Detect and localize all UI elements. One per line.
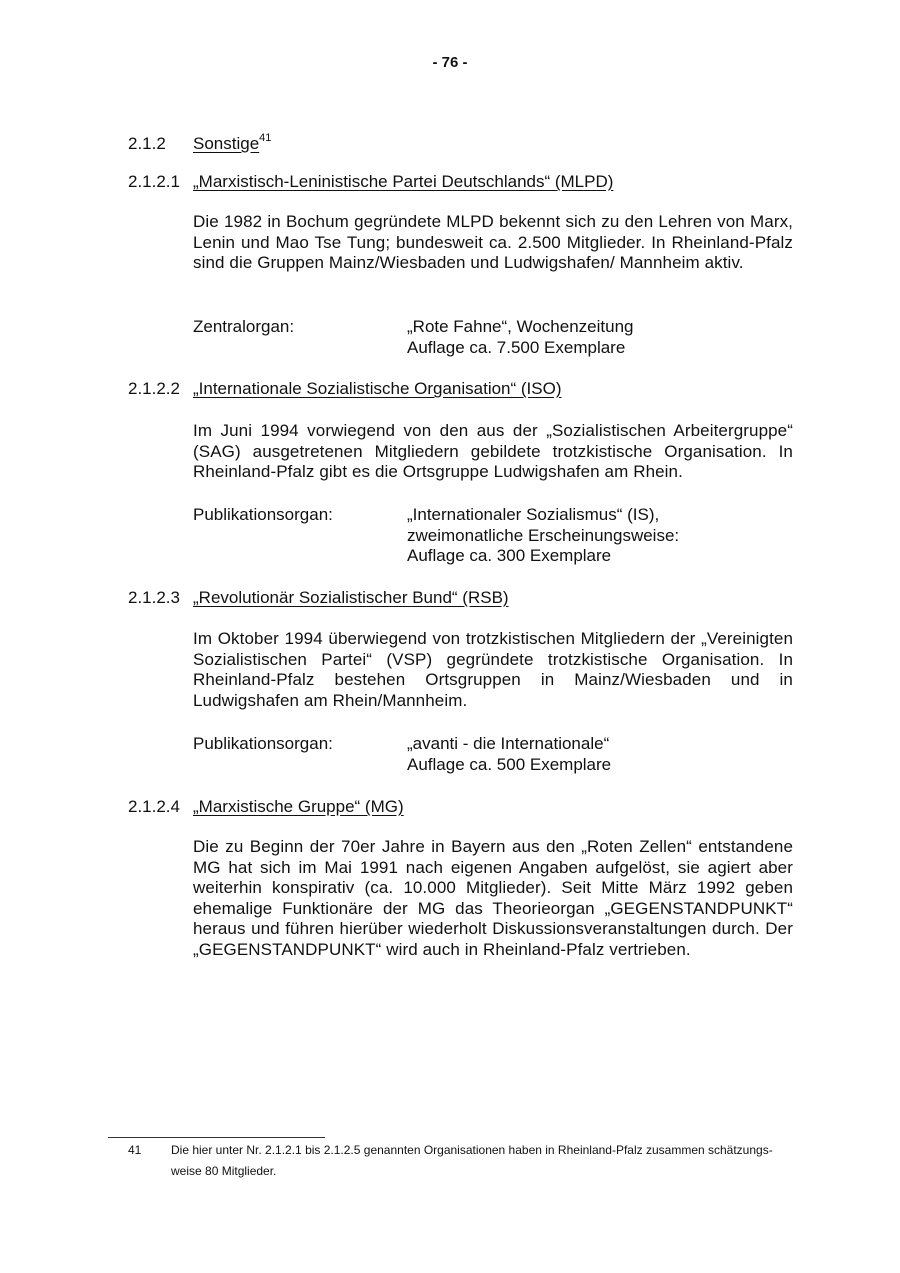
footnote-text: Die hier unter Nr. 2.1.2.1 bis 2.1.2.5 genannten Organisationen haben in Rheinland-Pfalz zusammen schätzungsweise 80 Mitglieder. [171, 1143, 773, 1178]
page-number: - 76 - [432, 54, 468, 71]
footnote-number: 41 [128, 1143, 142, 1157]
publication-line: Auflage ca. 300 Exemplare [407, 546, 612, 566]
publication-line: zweimonatliche Erscheinungsweise: [407, 525, 680, 545]
subsection-heading-mg [128, 796, 404, 818]
subsection-title: „Marxistisch-Leninistische Partei Deutschlands“ (MLPD) [193, 172, 614, 191]
publication-label: Publikationsorgan: [193, 734, 333, 753]
subsection-paragraph-rsb: Im Oktober 1994 überwiegend von trotzkistischen Mitgliedern der „Vereinigten Sozialistischen Partei“ (VSP) gegründete trotzkistische Organisation. In Rheinland-Pfalz bestehen Ortsgruppen in Mainz/Wiesbaden und in Ludwigshafen am Rhein/Mannheim. [193, 629, 793, 710]
subsection-heading-rsb [128, 587, 509, 609]
footnote-divider [108, 1137, 325, 1138]
subsection-number: 2.1.2.4 [128, 797, 180, 816]
publication-line: „Rote Fahne“, Wochenzeitung [407, 317, 634, 336]
section-title: Sonstige [193, 134, 260, 153]
publication-label: Zentralorgan: [193, 317, 295, 336]
subsection-paragraph-mlpd: Die 1982 in Bochum gegründete MLPD bekennt sich zu den Lehren von Marx, Lenin und Mao Tse Tung; bundesweit ca. 2.500 Mitglieder. In Rheinland-Pfalz sind die Gruppen Mainz/Wiesbaden und Ludwigshafen/ Mannheim aktiv. [193, 212, 793, 273]
subsection-heading-iso [128, 378, 562, 400]
subsection-paragraph-mg: Die zu Beginn der 70er Jahre in Bayern aus den „Roten Zellen“ entstandene MG hat sich im Mai 1991 nach eigenen Angaben aufgelöst, sie agiert aber weiterhin konspirativ (ca. 10.000 Mitglieder). Seit Mitte März 1992 geben ehemalige Funktionäre der MG das Theorieorgan „GEGENSTANDPUNKT“ heraus und führen hierüber wiederholt Diskussionsveranstaltungen durch. Der „GEGENSTANDPUNKT“ wird auch in Rheinland-Pfalz vertrieben. [193, 837, 793, 959]
subsection-number: 2.1.2.3 [128, 588, 180, 607]
subsection-paragraph-iso: Im Juni 1994 vorwiegend von den aus der „Sozialistischen Arbeitergruppe“ (SAG) ausgetretenen Mitgliedern gebildete trotzkistische Organisation. In Rheinland-Pfalz gibt es die Ortsgruppe Ludwigshafen am Rhein. [193, 421, 793, 482]
section-number: 2.1.2 [128, 134, 166, 153]
subsection-title: „Marxistische Gruppe“ (MG) [193, 797, 404, 816]
subsection-title: „Internationale Sozialistische Organisation“ (ISO) [193, 379, 562, 398]
subsection-title: „Revolutionär Sozialistischer Bund“ (RSB) [193, 588, 509, 607]
subsection-heading-mlpd [128, 171, 613, 193]
subsection-number: 2.1.2.1 [128, 172, 180, 191]
publication-line: „Internationaler Sozialismus“ (IS), [407, 505, 660, 524]
publication-line: „avanti - die Internationale“ [407, 734, 610, 753]
publication-line: Auflage ca. 7.500 Exemplare [407, 337, 626, 357]
footnote-ref[interactable]: 41 [259, 132, 272, 144]
subsection-number: 2.1.2.2 [128, 379, 180, 398]
publication-line: Auflage ca. 500 Exemplare [407, 754, 612, 774]
section-heading [128, 127, 271, 155]
publication-label: Publikationsorgan: [193, 505, 333, 524]
